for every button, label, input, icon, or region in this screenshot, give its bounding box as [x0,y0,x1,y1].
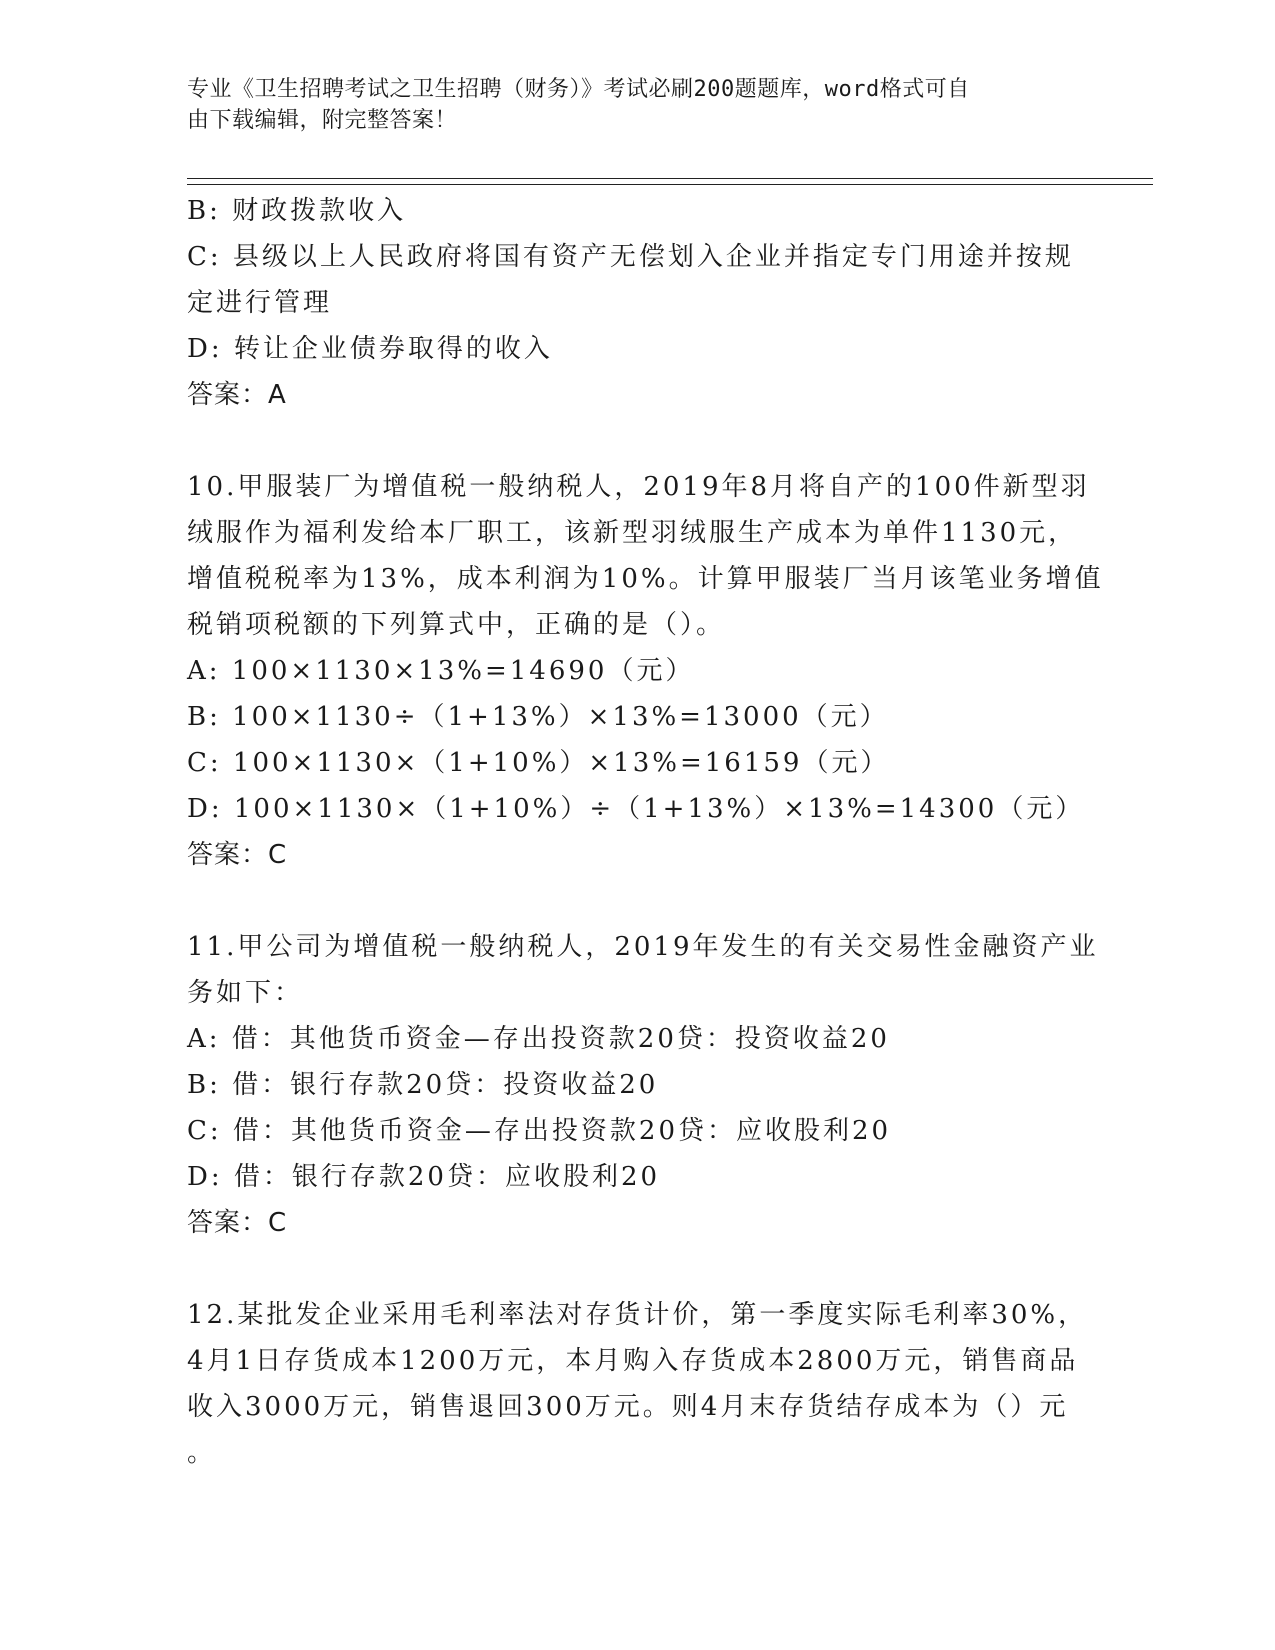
option-c: C: 借：其他货币资金—存出投资款20贷：应收股利20 [187,1116,892,1146]
option-c: C: 县级以上人民政府将国有资产无偿划入企业并指定专门用途并按规 [187,242,1074,272]
question-previous [187,188,1087,418]
option-d: D: 借：银行存款20贷：应收股利20 [187,1162,661,1192]
question-stem: 增值税税率为13%，成本利润为10%。计算甲服装厂当月该笔业务增值 [187,564,1104,594]
document-header [187,74,1067,136]
answer: 答案：A [187,380,287,410]
option-d: D: 100×1130×（1+10%）÷（1+13%）×13%=14300（元） [187,794,1085,824]
question-stem: 税销项税额的下列算式中，正确的是（）。 [187,610,726,640]
answer: 答案：C [187,1208,288,1238]
question-stem: 11.甲公司为增值税一般纳税人，2019年发生的有关交易性金融资产业 [187,932,1099,962]
header-line: 专业《卫生招聘考试之卫生招聘（财务）》考试必刷200题题库，word格式可自 [187,77,970,102]
option-c: C: 100×1130×（1+10%）×13%=16159（元） [187,748,890,778]
question-stem: 4月1日存货成本1200万元，本月购入存货成本2800万元，销售商品 [187,1346,1079,1376]
option-d: D: 转让企业债券取得的收入 [187,334,553,364]
option-b: B: 财政拨款收入 [187,196,407,226]
question-11 [187,924,1099,1246]
spacer [187,418,1087,464]
header-line: 由下载编辑，附完整答案！ [187,108,458,133]
option-b: B: 借：银行存款20贷：投资收益20 [187,1070,659,1100]
header-rule [187,184,1153,185]
option-a: A: 借：其他货币资金—存出投资款20贷：投资收益20 [187,1024,890,1054]
question-stem: 务如下： [187,978,304,1008]
document-body [187,188,1104,1476]
question-stem: 12.某批发企业采用毛利率法对存货计价，第一季度实际毛利率30%， [187,1300,1088,1330]
spacer [187,878,1087,924]
answer: 答案：C [187,840,288,870]
question-stem: 。 [187,1438,217,1468]
option-b: B: 100×1130÷（1+13%）×13%=13000（元） [187,702,889,732]
question-10 [187,464,1104,878]
question-stem: 10.甲服装厂为增值税一般纳税人，2019年8月将自产的100件新型羽 [187,472,1090,502]
question-stem: 收入3000万元，销售退回300万元。则4月末存货结存成本为（）元 [187,1392,1069,1422]
question-stem: 绒服作为福利发给本厂职工，该新型羽绒服生产成本为单件1130元， [187,518,1078,548]
option-c-continued: 定进行管理 [187,288,333,318]
header-rule [187,178,1153,179]
question-12 [187,1292,1087,1476]
option-a: A: 100×1130×13%=14690（元） [187,656,695,686]
spacer [187,1246,1087,1292]
